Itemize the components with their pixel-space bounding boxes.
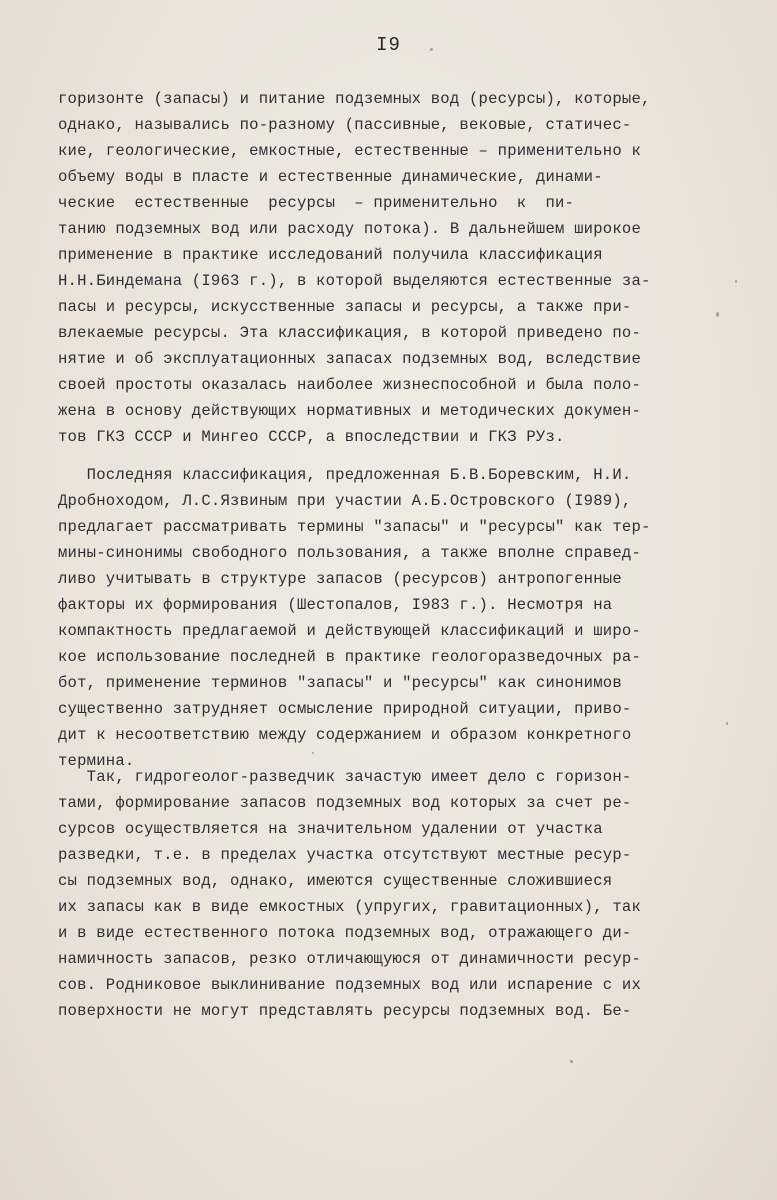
text-line: поверхности не могут представлять ресурсы подземных вод. Бе- [58,1002,632,1020]
paragraph-3 [58,764,728,1024]
text-line: и в виде естественного потока подземных вод, отражающего ди- [58,924,632,942]
text-line: предлагает рассматривать термины "запасы" и "ресурсы" как тер- [58,518,651,536]
paper-speck [716,312,719,317]
text-line: влекаемые ресурсы. Эта классификация, в которой приведено по- [58,324,642,342]
text-line: нятие и об эксплуатационных запасах подземных вод, вследствие [58,350,642,368]
text-line: горизонте (запасы) и питание подземных вод (ресурсы), которые, [58,90,651,108]
page-number: I9 [376,34,401,56]
text-line: сов. Родниковое выклинивание подземных вод или испарение с их [58,976,642,994]
text-line: тами, формирование запасов подземных вод которых за счет ре- [58,794,632,812]
text-line: сурсов осуществляется на значительном удалении от участка [58,820,603,838]
text-line: пасы и ресурсы, искусственные запасы и ресурсы, а также при- [58,298,632,316]
text-line: ческие естественные ресурсы – применительно к пи- [58,194,575,212]
text-line: существенно затрудняет осмысление природной ситуации, приво- [58,700,632,718]
text-line: их запасы как в виде емкостных (упругих, гравитационных), так [58,898,642,916]
paper-speck [735,280,737,283]
text-line: однако, назывались по-разному (пассивные, вековые, статичес- [58,116,632,134]
text-line: сы подземных вод, однако, имеются существенные сложившиеся [58,872,613,890]
paragraph-2 [58,462,728,774]
text-line: кое использование последней в практике геологоразведочных ра- [58,648,642,666]
text-line: бот, применение терминов "запасы" и "ресурсы" как синонимов [58,674,622,692]
text-line: своей простоты оказалась наиболее жизнеспособной и была поло- [58,376,642,394]
text-line: ливо учитывать в структуре запасов (ресурсов) антропогенные [58,570,622,588]
paragraph-1 [58,86,728,450]
text-line: термина. [58,752,135,770]
text-line: танию подземных вод или расходу потока). В дальнейшем широкое [58,220,642,238]
text-line: Так, гидрогеолог-разведчик зачастую имеет дело с горизон- [58,768,632,786]
paper-speck [430,48,433,51]
text-line: намичность запасов, резко отличающуюся от динамичности ресур- [58,950,642,968]
text-line: Дробноходом, Л.С.Язвиным при участии А.Б.Островского (I989), [58,492,632,510]
text-line: факторы их формирования (Шестопалов, I983 г.). Несмотря на [58,596,613,614]
text-line: жена в основу действующих нормативных и методических докумен- [58,402,642,420]
text-line: тов ГКЗ СССР и Мингео СССР, а впоследствии и ГКЗ РУз. [58,428,565,446]
text-line: применение в практике исследований получила классификация [58,246,603,264]
text-line: компактность предлагаемой и действующей классификаций и широ- [58,622,642,640]
text-line: разведки, т.е. в пределах участка отсутствуют местные ресур- [58,846,632,864]
text-line: Последняя классификация, предложенная Б.В.Боревским, Н.И. [58,466,632,484]
text-line: мины-синонимы свободного пользования, а также вполне справед- [58,544,642,562]
text-line: дит к несоответствию между содержанием и образом конкретного [58,726,632,744]
paper-speck [726,722,728,725]
text-line: объему воды в пласте и естественные динамические, динами- [58,168,603,186]
text-line: кие, геологические, емкостные, естественные – применительно к [58,142,642,160]
text-line: Н.Н.Биндемана (I963 г.), в которой выделяются естественные за- [58,272,651,290]
paper-speck [570,1060,573,1063]
paper-speck [312,752,314,754]
